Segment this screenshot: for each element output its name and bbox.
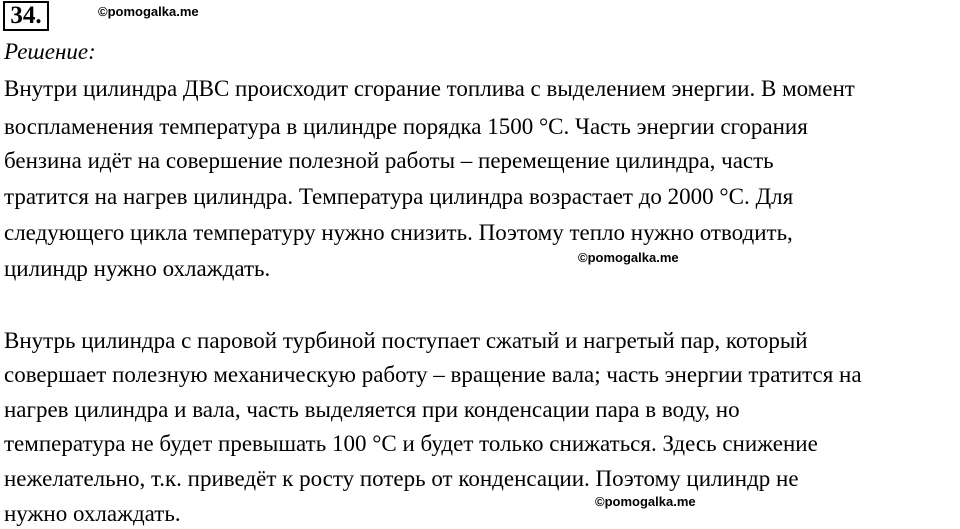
text-line: воспламенения температура в цилиндре порядка 1500 °С. Часть энергии сгорания (4, 114, 808, 139)
watermark: ©pomogalka.me (98, 4, 199, 19)
text-line: Внутрь цилиндра с паровой турбиной поступает сжатый и нагретый пар, который (4, 328, 808, 353)
text-line: нагрев цилиндра и вала, часть выделяется при конденсации пара в воду, но (4, 397, 740, 422)
text-line: тратится на нагрев цилиндра. Температура цилиндра возрастает до 2000 °С. Для (4, 184, 794, 209)
solution-heading: Решение: (4, 39, 96, 64)
text-line: нужно охлаждать. (4, 501, 181, 526)
text-line: нежелательно, т.к. приведёт к росту потерь от конденсации. Поэтому цилиндр не (4, 466, 799, 491)
text-line: температура не будет превышать 100 °С и будет только снижаться. Здесь снижение (4, 431, 818, 456)
text-line: совершает полезную механическую работу – вращение вала; часть энергии тратится на (4, 362, 862, 387)
text-line: цилиндр нужно охлаждать. (4, 256, 271, 281)
watermark: ©pomogalka.me (578, 250, 679, 265)
text-line: бензина идёт на совершение полезной работы – перемещение цилиндра, часть (4, 148, 774, 173)
watermark: ©pomogalka.me (595, 494, 696, 509)
text-line: следующего цикла температуру нужно снизить. Поэтому тепло нужно отводить, (4, 220, 793, 245)
task-number-badge: 34. (3, 1, 49, 31)
text-line: Внутри цилиндра ДВС происходит сгорание топлива с выделением энергии. В момент (4, 76, 855, 101)
